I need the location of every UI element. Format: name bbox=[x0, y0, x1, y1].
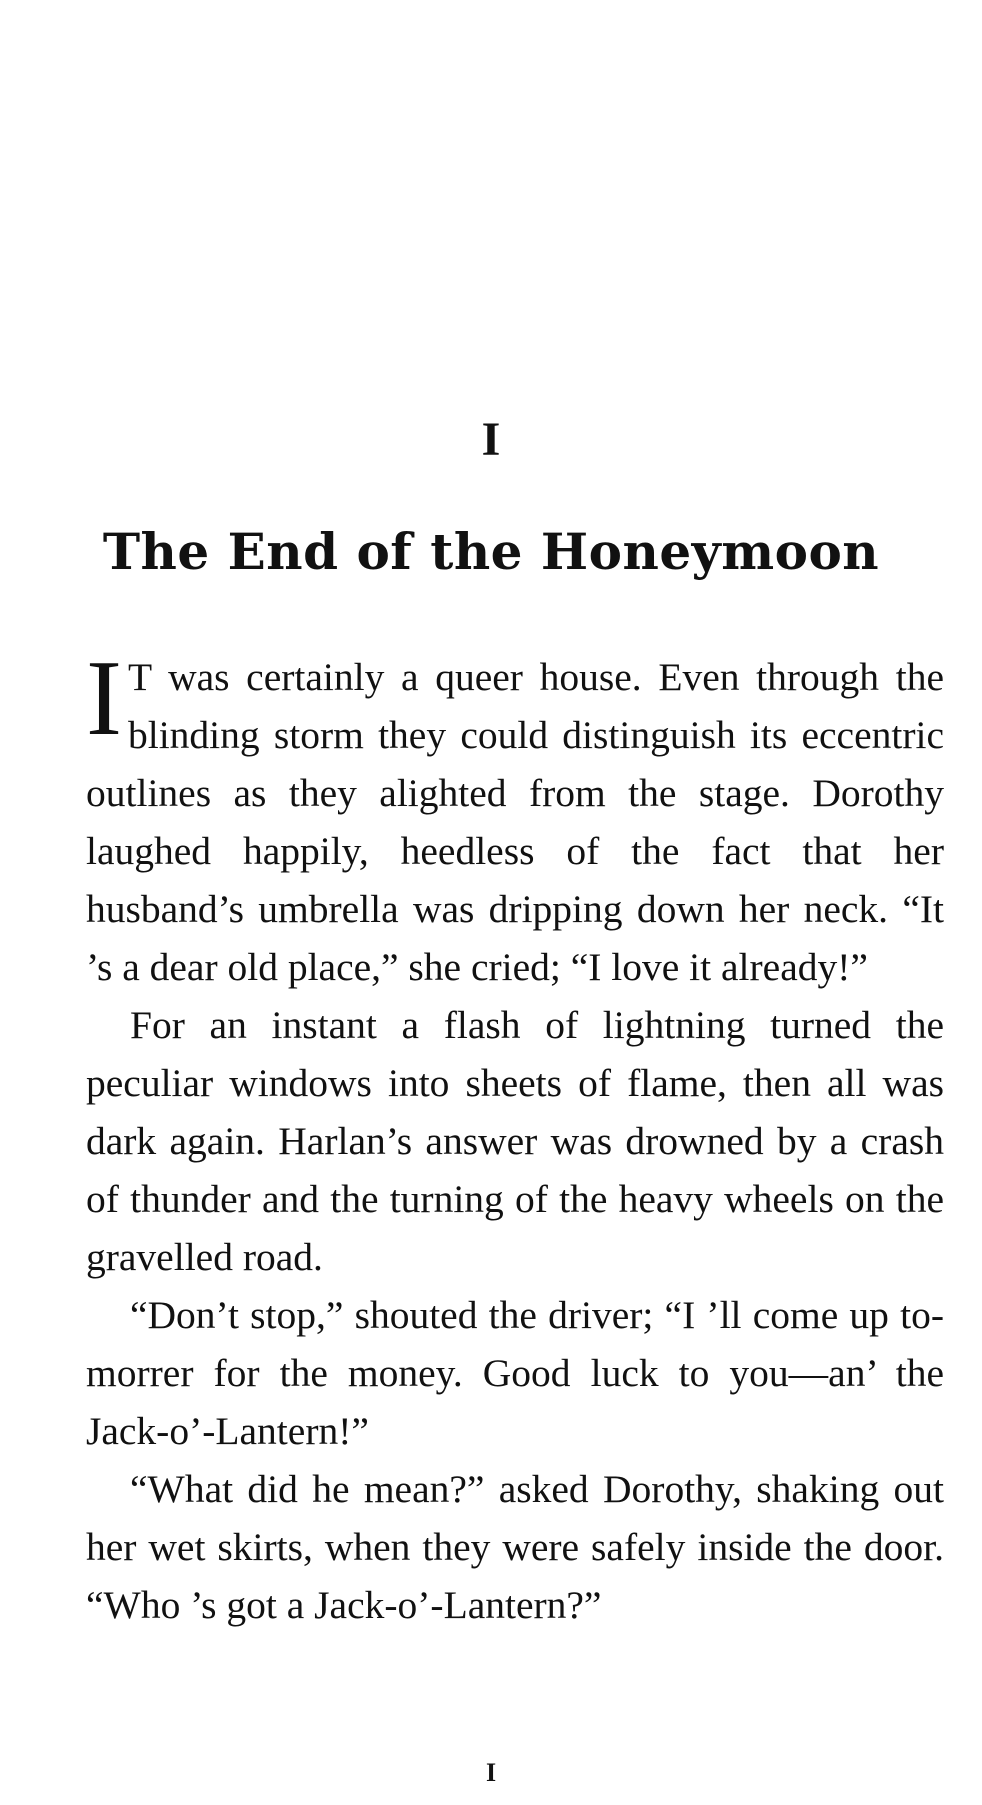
paragraph-2: For an instant a flash of lightning turned the peculiar windows into sheets of flame, then all was dark again. Harlan’s answer was drowned by a crash of thunder and the turning of the heavy wheels on the gravelled road. bbox=[86, 1003, 944, 1279]
chapter-title: The End of the Honeymoon bbox=[102, 522, 880, 581]
chapter-body bbox=[86, 639, 944, 1634]
paragraph-4: “What did he mean?” asked Dorothy, shaking out her wet skirts, when they were safely inside the door. “Who ’s got a Jack-o’-Lantern?” bbox=[86, 1467, 944, 1627]
paragraph-1 bbox=[86, 639, 944, 996]
paragraph-3: “Don’t stop,” shouted the driver; “I ’ll come up to-morrer for the money. Good luck to you—an’ the Jack-o’-Lantern!” bbox=[86, 1293, 944, 1453]
drop-cap: I bbox=[86, 639, 122, 758]
chapter-number: I bbox=[481, 413, 501, 466]
paragraph-1-text: T was certainly a queer house. Even through the blinding storm they could distinguish its eccentric outlines as they alighted from the stage. Dorothy laughed happily, heedless of the fact that her husband’s umbrella was dripping down her neck. “It ’s a dear old place,” she cried; “I love it already!” bbox=[86, 655, 944, 989]
page-number: I bbox=[485, 1758, 497, 1787]
